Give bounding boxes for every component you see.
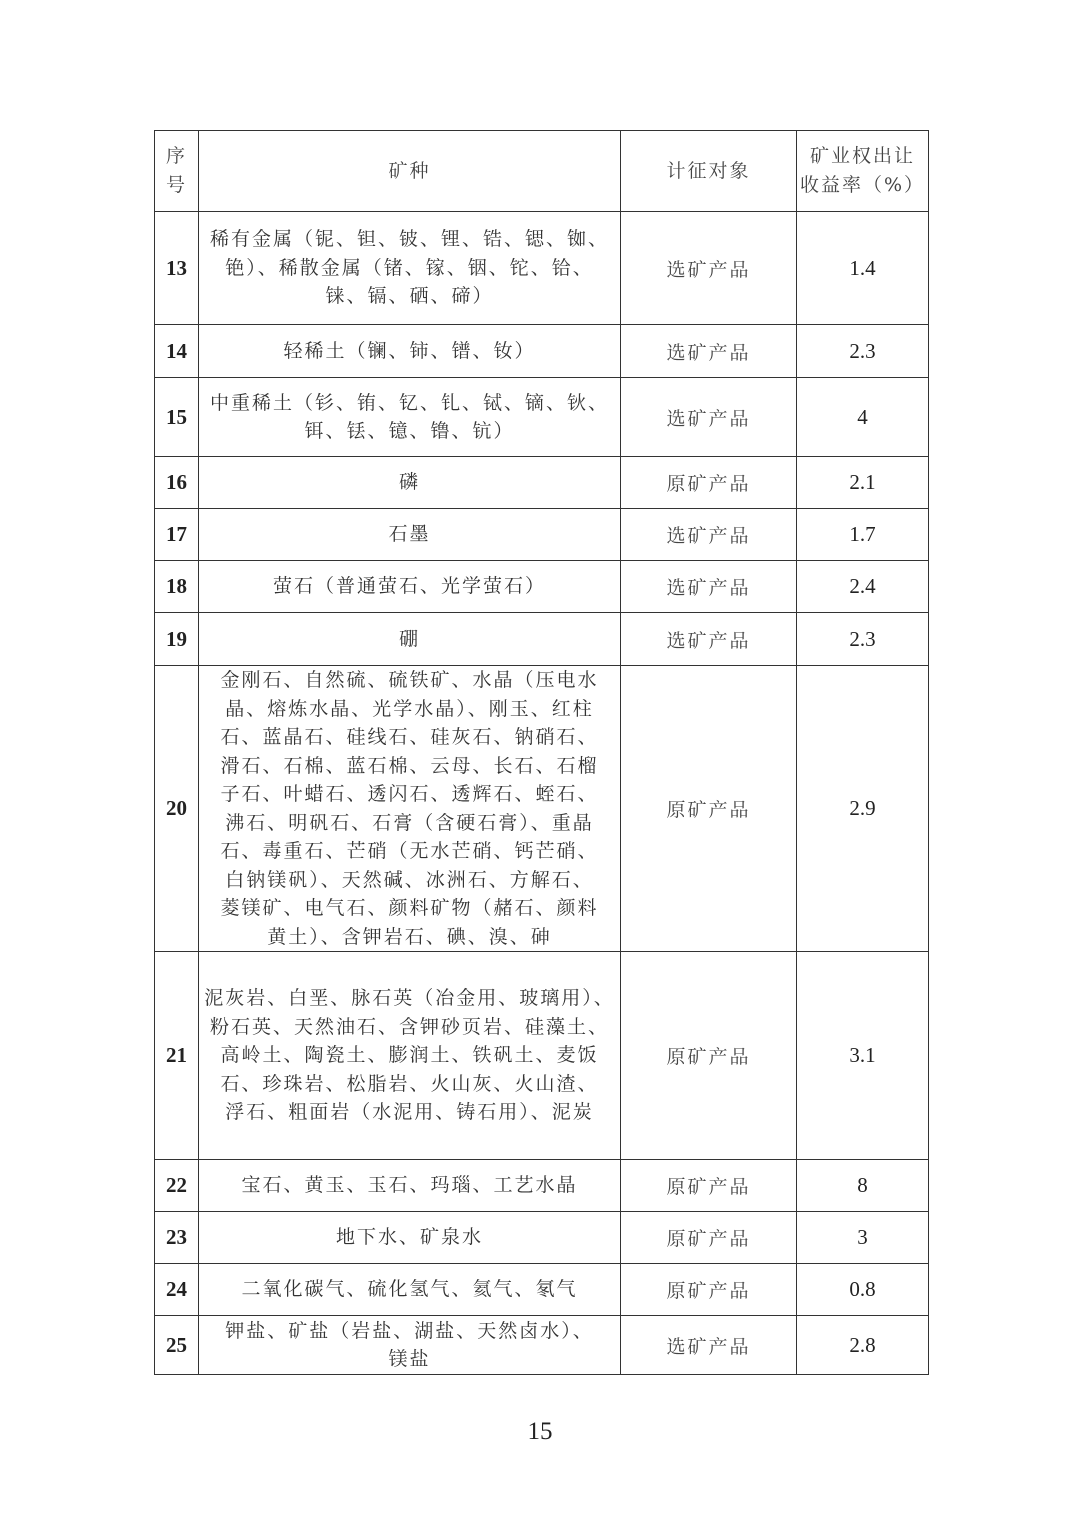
table-row [155,212,929,325]
row-mineral: 宝石、黄玉、玉石、玛瑙、工艺水晶 [199,1160,621,1212]
row-rate: 4 [797,378,929,457]
row-levy-object: 原矿产品 [621,1160,797,1212]
row-rate: 1.4 [797,212,929,325]
table-row [155,952,929,1160]
row-levy-object: 选矿产品 [621,613,797,666]
table-header-row [155,131,929,212]
row-number: 14 [155,325,199,378]
row-mineral: 硼 [199,613,621,666]
row-mineral: 泥灰岩、白垩、脉石英（冶金用、玻璃用）、 粉石英、天然油石、含钾砂页岩、硅藻土、 高岭土、陶瓷土、膨润土、铁矾土、麦饭 石、珍珠岩、松脂岩、火山灰、火山渣、 浮石、粗面岩（水泥用、铸石用）、泥炭 [199,952,621,1160]
table-row [155,1212,929,1264]
table-row [155,378,929,457]
row-number: 17 [155,509,199,561]
row-mineral: 萤石（普通萤石、光学萤石） [199,561,621,613]
row-number: 21 [155,952,199,1160]
row-mineral: 地下水、矿泉水 [199,1212,621,1264]
row-rate: 2.1 [797,457,929,509]
row-mineral: 磷 [199,457,621,509]
row-mineral: 钾盐、矿盐（岩盐、湖盐、天然卤水）、 镁盐 [199,1316,621,1375]
table-row [155,613,929,666]
row-levy-object: 选矿产品 [621,378,797,457]
row-number: 18 [155,561,199,613]
page-number: 15 [527,1418,553,1445]
row-levy-object: 原矿产品 [621,952,797,1160]
row-number: 24 [155,1264,199,1316]
table-row [155,509,929,561]
header-levy-object: 计征对象 [621,131,797,212]
header-yield-rate: 矿业权出让 收益率（%） [797,131,929,212]
row-rate: 8 [797,1160,929,1212]
row-number: 25 [155,1316,199,1375]
row-rate: 1.7 [797,509,929,561]
table-row [155,1264,929,1316]
row-number: 22 [155,1160,199,1212]
table-row [155,561,929,613]
row-mineral: 二氧化碳气、硫化氢气、氦气、氡气 [199,1264,621,1316]
row-mineral: 轻稀土（镧、铈、镨、钕） [199,325,621,378]
header-mineral-type: 矿种 [199,131,621,212]
row-mineral: 金刚石、自然硫、硫铁矿、水晶（压电水 晶、熔炼水晶、光学水晶）、刚玉、红柱 石、蓝晶石、硅线石、硅灰石、钠硝石、 滑石、石棉、蓝石棉、云母、长石、石榴 子石、叶蜡石、透闪石、透辉石、蛭石、 沸石、明矾石、石膏（含硬石膏）、重晶 石、毒重石、芒硝（无水芒硝、钙芒硝、 白钠镁矾）、天然碱、冰洲石、方解石、 菱镁矿、电气石、颜料矿物（赭石、颜料 黄土）、含钾岩石、碘、溴、砷 [199,666,621,952]
row-rate: 2.4 [797,561,929,613]
row-mineral: 中重稀土（钐、铕、钇、钆、铽、镝、钬、 铒、铥、镱、镥、钪） [199,378,621,457]
row-rate: 0.8 [797,1264,929,1316]
row-levy-object: 选矿产品 [621,509,797,561]
row-number: 15 [155,378,199,457]
row-number: 16 [155,457,199,509]
mineral-rate-table [154,130,929,1375]
row-levy-object: 选矿产品 [621,212,797,325]
row-levy-object: 原矿产品 [621,666,797,952]
row-levy-object: 原矿产品 [621,1212,797,1264]
row-rate: 3.1 [797,952,929,1160]
row-levy-object: 原矿产品 [621,457,797,509]
row-rate: 2.8 [797,1316,929,1375]
table-row [155,1316,929,1375]
row-number: 19 [155,613,199,666]
row-levy-object: 选矿产品 [621,1316,797,1375]
table-row [155,1160,929,1212]
table-row [155,666,929,952]
row-rate: 2.9 [797,666,929,952]
row-rate: 3 [797,1212,929,1264]
row-levy-object: 选矿产品 [621,325,797,378]
row-levy-object: 选矿产品 [621,561,797,613]
row-mineral: 石墨 [199,509,621,561]
row-levy-object: 原矿产品 [621,1264,797,1316]
row-rate: 2.3 [797,325,929,378]
header-serial-number: 序 号 [155,131,199,212]
row-number: 13 [155,212,199,325]
table-row [155,457,929,509]
table-row [155,325,929,378]
row-number: 20 [155,666,199,952]
row-rate: 2.3 [797,613,929,666]
row-number: 23 [155,1212,199,1264]
row-mineral: 稀有金属（铌、钽、铍、锂、锆、锶、铷、 铯）、稀散金属（锗、镓、铟、铊、铪、 铼、镉、硒、碲） [199,212,621,325]
